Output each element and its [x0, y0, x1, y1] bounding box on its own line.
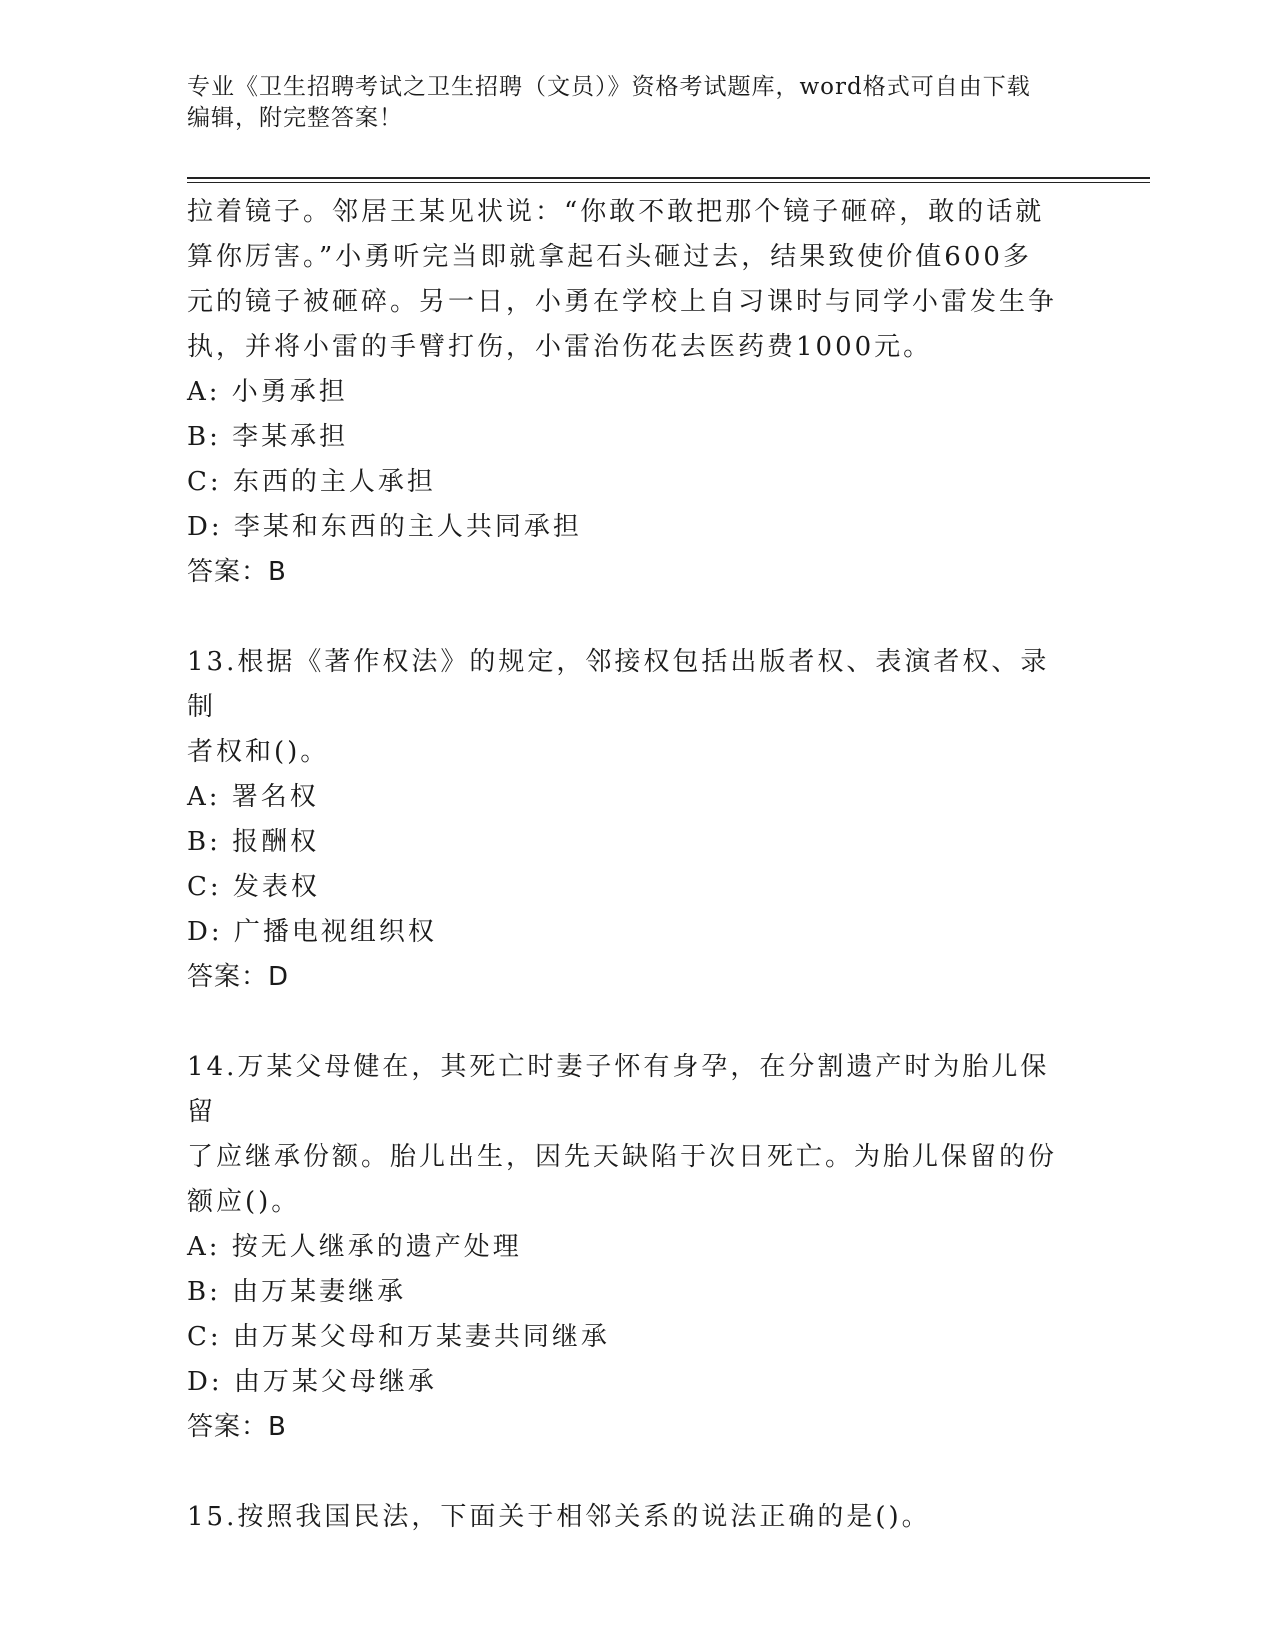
option-b: B: 由万某妻继承	[187, 1277, 407, 1307]
question-14	[187, 1045, 1077, 1450]
question-text-line: 算你厉害。”小勇听完当即就拿起石头砸过去，结果致使价值600多	[187, 242, 1032, 272]
question-text-line: 13.根据《著作权法》的规定，邻接权包括出版者权、表演者权、录制	[187, 647, 1050, 722]
option-b: B: 李某承担	[187, 422, 349, 452]
option-a: A: 小勇承担	[187, 377, 348, 407]
option-c: C: 发表权	[187, 872, 320, 902]
document-header	[187, 72, 1067, 134]
option-c: C: 东西的主人承担	[187, 467, 436, 497]
answer: 答案：B	[187, 1412, 287, 1442]
question-text-line: 了应继承份额。胎儿出生，因先天缺陷于次日死亡。为胎儿保留的份	[187, 1142, 1058, 1172]
option-d: D: 李某和东西的主人共同承担	[187, 512, 582, 542]
question-13	[187, 640, 1077, 1000]
answer: 答案：B	[187, 557, 287, 587]
option-d: D: 由万某父母继承	[187, 1367, 437, 1397]
document-body	[187, 190, 1077, 1540]
question-text-line: 执，并将小雷的手臂打伤，小雷治伤花去医药费1000元。	[187, 332, 933, 362]
option-a: A: 署名权	[187, 782, 319, 812]
header-line-1: 专业《卫生招聘考试之卫生招聘（文员）》资格考试题库，word格式可自由下载	[187, 74, 1031, 100]
question-15	[187, 1495, 1077, 1540]
header-line-2: 编辑，附完整答案！	[187, 105, 403, 131]
question-text-line: 14.万某父母健在，其死亡时妻子怀有身孕，在分割遗产时为胎儿保留	[187, 1052, 1050, 1127]
option-b: B: 报酬权	[187, 827, 320, 857]
question-text-line: 15.按照我国民法，下面关于相邻关系的说法正确的是()。	[187, 1502, 931, 1532]
question-text-line: 拉着镜子。邻居王某见状说：“你敢不敢把那个镜子砸碎，敢的话就	[187, 197, 1045, 227]
option-d: D: 广播电视组织权	[187, 917, 437, 947]
question-text-line: 额应()。	[187, 1187, 301, 1217]
option-a: A: 按无人继承的遗产处理	[187, 1232, 522, 1262]
answer: 答案：D	[187, 962, 290, 992]
question-text-line: 者权和()。	[187, 737, 330, 767]
question-text-line: 元的镜子被砸碎。另一日，小勇在学校上自习课时与同学小雷发生争	[187, 287, 1058, 317]
question-12-continued	[187, 190, 1077, 595]
header-rule-thick	[187, 177, 1150, 179]
header-rule-thin	[187, 182, 1150, 183]
option-c: C: 由万某父母和万某妻共同继承	[187, 1322, 610, 1352]
